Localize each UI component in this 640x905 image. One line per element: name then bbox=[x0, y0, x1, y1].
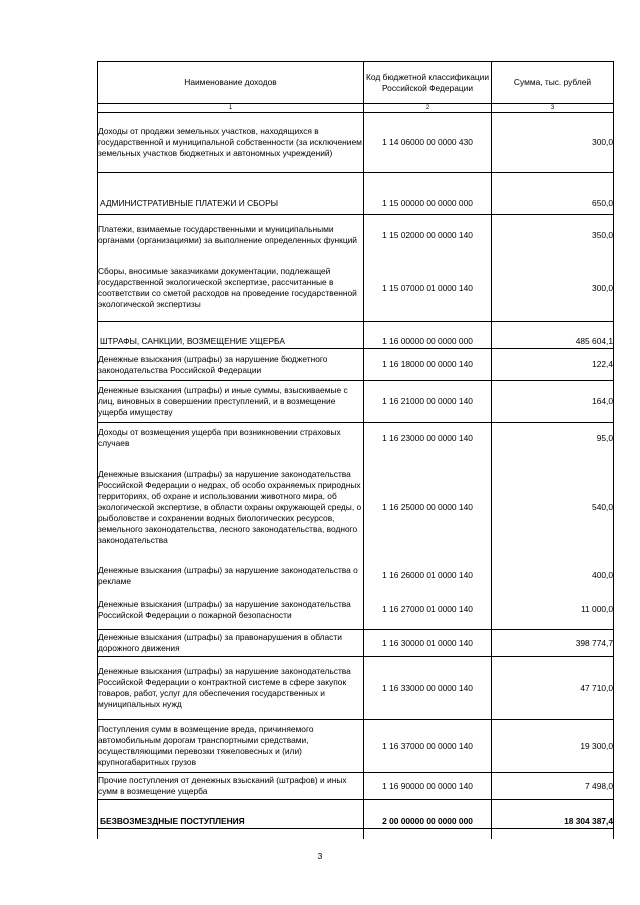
amount: 400,0 bbox=[492, 561, 614, 591]
budget-code: 1 16 23000 00 0000 140 bbox=[364, 423, 492, 454]
table-row bbox=[98, 454, 614, 561]
budget-code: 2 00 00000 00 0000 000 bbox=[364, 815, 492, 829]
amount: 485 604,1 bbox=[492, 336, 614, 349]
revenue-name: Денежные взыскания (штрафы) за нарушение законодательства Российской Федерации о пожарной безопасности bbox=[98, 591, 364, 630]
budget-code: 1 16 37000 00 0000 140 bbox=[364, 720, 492, 773]
amount: 300,0 bbox=[492, 113, 614, 173]
header-amount: Сумма, тыс. рублей bbox=[492, 62, 614, 104]
table-row bbox=[98, 720, 614, 773]
amount: 540,0 bbox=[492, 454, 614, 561]
page-number: 3 bbox=[317, 851, 323, 861]
revenue-name: Денежные взыскания (штрафы) за нарушение бюджетного законодательства Российской Федерации bbox=[98, 349, 364, 381]
table-row-spacer bbox=[98, 173, 614, 193]
table-row bbox=[98, 256, 614, 322]
table-row bbox=[98, 773, 614, 800]
amount: 398 774,7 bbox=[492, 630, 614, 657]
amount: 11 000,0 bbox=[492, 591, 614, 630]
revenue-name: Сборы, вносимые заказчиками документации, подлежащей государственной экологической экспертизе, рассчитанные в соответствии со сметой расходов на проведение государственной экологической экспертизы bbox=[98, 256, 364, 322]
budget-code: 1 15 02000 00 0000 140 bbox=[364, 215, 492, 256]
table-row bbox=[98, 193, 614, 215]
budget-code: 1 16 21000 00 0000 140 bbox=[364, 381, 492, 423]
amount: 19 300,0 bbox=[492, 720, 614, 773]
amount: 47 710,0 bbox=[492, 657, 614, 720]
column-number-1: 1 bbox=[98, 104, 364, 113]
table-row bbox=[98, 349, 614, 381]
budget-code: 1 16 30000 01 0000 140 bbox=[364, 630, 492, 657]
amount: 164,0 bbox=[492, 381, 614, 423]
budget-code: 1 16 27000 01 0000 140 bbox=[364, 591, 492, 630]
table-row bbox=[98, 113, 614, 173]
table-row bbox=[98, 630, 614, 657]
revenue-name: Платежи, взимаемые государственными и муниципальными органами (организациями) за выполнение определенных функций bbox=[98, 215, 364, 256]
budget-code: 1 14 06000 00 0000 430 bbox=[364, 113, 492, 173]
budget-code: 1 16 33000 00 0000 140 bbox=[364, 657, 492, 720]
budget-code: 1 15 07000 01 0000 140 bbox=[364, 256, 492, 322]
column-number-3: 3 bbox=[492, 104, 614, 113]
budget-code: 1 16 00000 00 0000 000 bbox=[364, 336, 492, 349]
revenue-name: Доходы от продажи земельных участков, находящихся в государственной и муниципальной собственности (за исключением земельных участков бюджетных и автономных учреждений) bbox=[98, 113, 364, 173]
table-row-continuation bbox=[98, 829, 614, 839]
column-number-2: 2 bbox=[364, 104, 492, 113]
table-row-spacer bbox=[98, 800, 614, 815]
header-revenue-name: Наименование доходов bbox=[98, 62, 364, 104]
budget-code: 1 16 26000 01 0000 140 bbox=[364, 561, 492, 591]
revenue-name: БЕЗВОЗМЕЗДНЫЕ ПОСТУПЛЕНИЯ bbox=[98, 815, 364, 829]
revenue-name: Поступления сумм в возмещение вреда, причиняемого автомобильным дорогам транспортными средствами, осуществляющими перевозки тяжеловесных и (или) крупногабаритных грузов bbox=[98, 720, 364, 773]
table-row bbox=[98, 561, 614, 591]
revenue-name: Денежные взыскания (штрафы) за нарушение законодательства о рекламе bbox=[98, 561, 364, 591]
amount: 95,0 bbox=[492, 423, 614, 454]
revenue-table bbox=[97, 61, 614, 839]
table-row bbox=[98, 591, 614, 630]
amount: 7 498,0 bbox=[492, 773, 614, 800]
budget-code: 1 16 90000 00 0000 140 bbox=[364, 773, 492, 800]
table-row bbox=[98, 423, 614, 454]
table-row bbox=[98, 215, 614, 256]
table-row bbox=[98, 336, 614, 349]
amount: 350,0 bbox=[492, 215, 614, 256]
table-row bbox=[98, 815, 614, 829]
amount: 18 304 387,4 bbox=[492, 815, 614, 829]
revenue-name: Денежные взыскания (штрафы) за нарушение законодательства Российской Федерации о недрах, об особо охраняемых природных территориях, об охране и использовании животного мира, об экологической экспертизе, в области охраны окружающей среды, о рыболовстве и сохранении водных биологических ресурсов, земельного законодательства, лесного законодательства, водного законодательства bbox=[98, 454, 364, 561]
revenue-name: Денежные взыскания (штрафы) за правонарушения в области дорожного движения bbox=[98, 630, 364, 657]
budget-code: 1 16 18000 00 0000 140 bbox=[364, 349, 492, 381]
amount: 650,0 bbox=[492, 193, 614, 215]
revenue-name: Прочие поступления от денежных взысканий (штрафов) и иных сумм в возмещение ущерба bbox=[98, 773, 364, 800]
table-row bbox=[98, 381, 614, 423]
header-budget-code: Код бюджетной классификации Российской Федерации bbox=[364, 62, 492, 104]
revenue-name: Денежные взыскания (штрафы) за нарушение законодательства Российской Федерации о контрактной системе в сфере закупок товаров, работ, услуг для обеспечения государственных и муниципальных нужд bbox=[98, 657, 364, 720]
table-row-spacer bbox=[98, 322, 614, 336]
budget-code: 1 16 25000 00 0000 140 bbox=[364, 454, 492, 561]
revenue-name: АДМИНИСТРАТИВНЫЕ ПЛАТЕЖИ И СБОРЫ bbox=[98, 193, 364, 215]
amount: 300,0 bbox=[492, 256, 614, 322]
revenue-name: Доходы от возмещения ущерба при возникновении страховых случаев bbox=[98, 423, 364, 454]
table-row bbox=[98, 657, 614, 720]
amount: 122,4 bbox=[492, 349, 614, 381]
budget-code: 1 15 00000 00 0000 000 bbox=[364, 193, 492, 215]
revenue-name: ШТРАФЫ, САНКЦИИ, ВОЗМЕЩЕНИЕ УЩЕРБА bbox=[98, 336, 364, 349]
revenue-name: Денежные взыскания (штрафы) и иные суммы, взыскиваемые с лиц, виновных в совершении преступлений, и в возмещение ущерба имуществу bbox=[98, 381, 364, 423]
